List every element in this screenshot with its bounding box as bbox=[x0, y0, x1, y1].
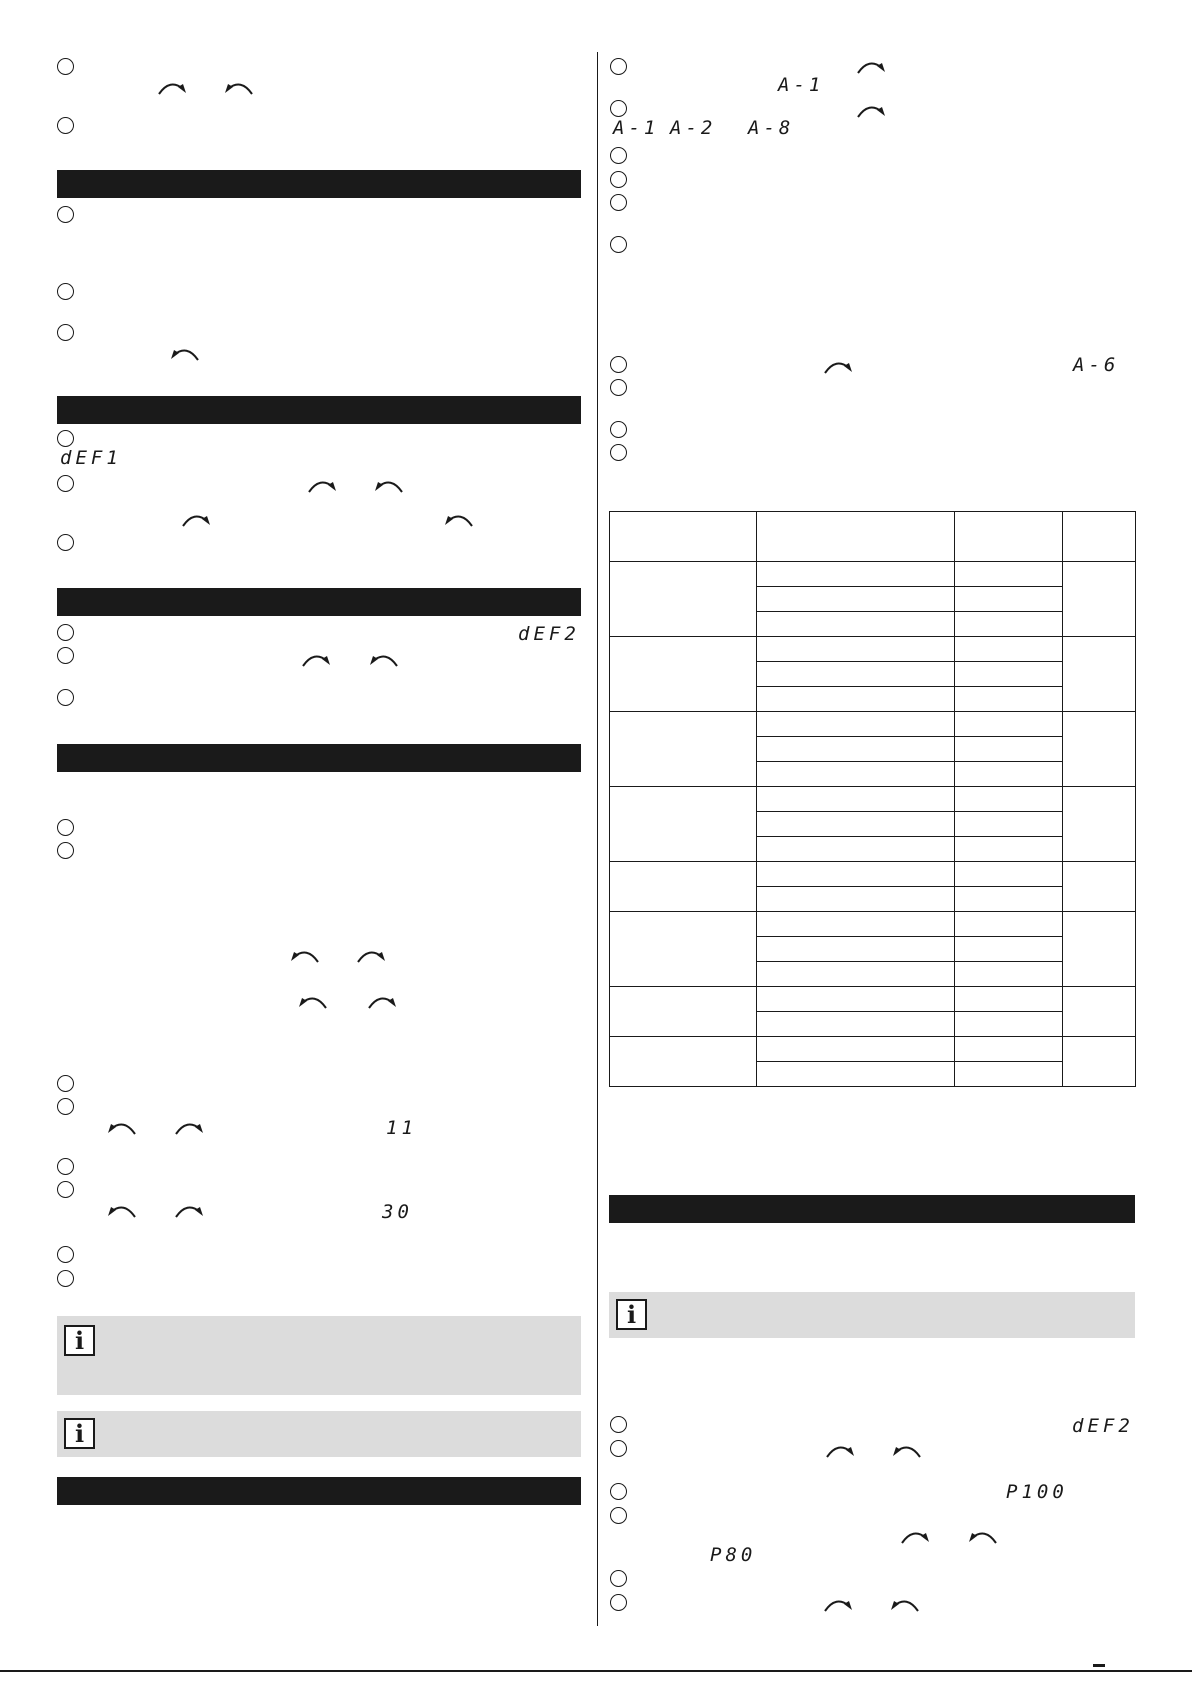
table-group-cell bbox=[610, 912, 757, 987]
table-group-cell bbox=[610, 562, 757, 637]
table-row bbox=[610, 787, 1136, 812]
rotate-right-icon bbox=[899, 1526, 931, 1546]
display-readout-a1: A-1 bbox=[613, 117, 660, 139]
step-marker bbox=[610, 1416, 627, 1433]
table-cell bbox=[955, 887, 1063, 912]
table-header-cell bbox=[610, 512, 757, 562]
display-readout-11: 11 bbox=[386, 1117, 417, 1139]
data-table bbox=[609, 511, 1136, 1087]
table-cell bbox=[955, 987, 1063, 1012]
rotate-left-icon bbox=[289, 945, 321, 965]
step-marker bbox=[610, 1507, 627, 1524]
step-marker bbox=[57, 1181, 74, 1198]
table-cell bbox=[757, 787, 955, 812]
section-header-bar bbox=[57, 170, 581, 198]
table-cell bbox=[955, 1062, 1063, 1087]
page-marker bbox=[1093, 1664, 1105, 1667]
table-cell bbox=[955, 712, 1063, 737]
step-marker bbox=[57, 1158, 74, 1175]
rotate-right-icon bbox=[855, 100, 887, 120]
table-cell bbox=[757, 987, 955, 1012]
table-cell bbox=[757, 562, 955, 587]
table-cell bbox=[955, 937, 1063, 962]
table-header-row bbox=[610, 512, 1136, 562]
table-cell bbox=[955, 612, 1063, 637]
rotate-right-icon bbox=[173, 1200, 205, 1220]
step-marker bbox=[57, 819, 74, 836]
step-marker bbox=[610, 1570, 627, 1587]
step-marker bbox=[610, 421, 627, 438]
rotate-left-icon bbox=[967, 1526, 999, 1546]
table-cell bbox=[757, 887, 955, 912]
table-cell bbox=[757, 912, 955, 937]
section-header-bar bbox=[57, 744, 581, 772]
info-note-box bbox=[609, 1292, 1135, 1338]
table-row bbox=[610, 862, 1136, 887]
step-marker bbox=[57, 647, 74, 664]
table-group-cell bbox=[1063, 1037, 1136, 1087]
step-marker bbox=[610, 1594, 627, 1611]
table-group-cell bbox=[610, 987, 757, 1037]
rotate-left-icon bbox=[443, 509, 475, 529]
section-header-bar bbox=[57, 1477, 581, 1505]
step-marker bbox=[57, 689, 74, 706]
info-note-box bbox=[57, 1316, 581, 1395]
step-marker bbox=[610, 1483, 627, 1500]
table-cell bbox=[757, 937, 955, 962]
table-cell bbox=[757, 712, 955, 737]
step-marker bbox=[57, 1075, 74, 1092]
rotate-left-icon bbox=[368, 649, 400, 669]
table-cell bbox=[955, 787, 1063, 812]
table-row bbox=[610, 712, 1136, 737]
display-readout-def2: dEF2 bbox=[1072, 1415, 1134, 1437]
table-cell bbox=[757, 612, 955, 637]
section-header-bar bbox=[57, 588, 581, 616]
section-header-bar bbox=[609, 1195, 1135, 1223]
rotate-right-icon bbox=[824, 1440, 856, 1460]
table-row bbox=[610, 562, 1136, 587]
table-cell bbox=[757, 587, 955, 612]
step-marker bbox=[610, 171, 627, 188]
table-cell bbox=[757, 637, 955, 662]
step-marker bbox=[57, 206, 74, 223]
step-marker bbox=[57, 430, 74, 447]
step-marker bbox=[610, 100, 627, 117]
table-cell bbox=[955, 1037, 1063, 1062]
rotate-right-icon bbox=[366, 991, 398, 1011]
display-readout-p80: P80 bbox=[710, 1544, 757, 1566]
table-group-cell bbox=[1063, 712, 1136, 787]
table-cell bbox=[757, 862, 955, 887]
table-group-cell bbox=[610, 637, 757, 712]
rotate-right-icon bbox=[306, 475, 338, 495]
table-cell bbox=[757, 1012, 955, 1037]
rotate-right-icon bbox=[180, 509, 212, 529]
step-marker bbox=[57, 1098, 74, 1115]
table-cell bbox=[955, 762, 1063, 787]
table-cell bbox=[757, 837, 955, 862]
table-group-cell bbox=[610, 787, 757, 862]
step-marker bbox=[610, 236, 627, 253]
display-readout-a2: A-2 bbox=[670, 117, 717, 139]
rotate-right-icon bbox=[355, 945, 387, 965]
rotate-left-icon bbox=[223, 77, 255, 97]
table-cell bbox=[955, 587, 1063, 612]
table-group-cell bbox=[610, 712, 757, 787]
step-marker bbox=[57, 534, 74, 551]
table-group-cell bbox=[1063, 637, 1136, 712]
step-marker bbox=[610, 444, 627, 461]
rotate-left-icon bbox=[169, 343, 201, 363]
rotate-left-icon bbox=[297, 991, 329, 1011]
table-group-cell bbox=[610, 862, 757, 912]
display-readout-a6: A-6 bbox=[1073, 354, 1120, 376]
table-row bbox=[610, 912, 1136, 937]
step-marker bbox=[610, 147, 627, 164]
table-cell bbox=[757, 812, 955, 837]
table-cell bbox=[955, 862, 1063, 887]
table-header-cell bbox=[757, 512, 955, 562]
rotate-right-icon bbox=[822, 356, 854, 376]
table-group-cell bbox=[1063, 912, 1136, 987]
step-marker bbox=[610, 379, 627, 396]
step-marker bbox=[57, 324, 74, 341]
step-marker bbox=[57, 58, 74, 75]
table-cell bbox=[757, 762, 955, 787]
step-marker bbox=[57, 842, 74, 859]
table-cell bbox=[757, 662, 955, 687]
info-icon: i bbox=[64, 1325, 95, 1356]
table-cell bbox=[955, 812, 1063, 837]
rotate-left-icon bbox=[106, 1117, 138, 1137]
step-marker bbox=[57, 1246, 74, 1263]
section-header-bar bbox=[57, 396, 581, 424]
table-cell bbox=[955, 837, 1063, 862]
rotate-right-icon bbox=[156, 77, 188, 97]
table-group-cell bbox=[1063, 862, 1136, 912]
table-group-cell bbox=[610, 1037, 757, 1087]
table-header-cell bbox=[955, 512, 1063, 562]
rotate-right-icon bbox=[855, 56, 887, 76]
table-cell bbox=[757, 1037, 955, 1062]
table-cell bbox=[955, 562, 1063, 587]
step-marker bbox=[610, 58, 627, 75]
display-readout-a1: A-1 bbox=[778, 74, 825, 96]
column-divider bbox=[597, 52, 598, 1626]
rotate-right-icon bbox=[300, 649, 332, 669]
table-group-cell bbox=[1063, 562, 1136, 637]
display-readout-p100: P100 bbox=[1006, 1481, 1068, 1503]
footer-rule bbox=[0, 1670, 1192, 1672]
info-icon: i bbox=[64, 1418, 95, 1449]
rotate-left-icon bbox=[373, 475, 405, 495]
display-readout-a8: A-8 bbox=[748, 117, 795, 139]
table-cell bbox=[955, 637, 1063, 662]
rotate-right-icon bbox=[173, 1117, 205, 1137]
rotate-left-icon bbox=[106, 1200, 138, 1220]
table-cell bbox=[955, 1012, 1063, 1037]
table-header-cell bbox=[1063, 512, 1136, 562]
step-marker bbox=[610, 194, 627, 211]
table-row bbox=[610, 987, 1136, 1012]
table-cell bbox=[757, 687, 955, 712]
display-readout-def2: dEF2 bbox=[518, 623, 580, 645]
info-note-box bbox=[57, 1411, 581, 1457]
rotate-left-icon bbox=[889, 1594, 921, 1614]
table-cell bbox=[955, 687, 1063, 712]
table-group-cell bbox=[1063, 787, 1136, 862]
rotate-left-icon bbox=[891, 1440, 923, 1460]
table-cell bbox=[955, 962, 1063, 987]
display-readout-30: 30 bbox=[382, 1201, 413, 1223]
rotate-right-icon bbox=[822, 1594, 854, 1614]
step-marker bbox=[57, 283, 74, 300]
table-cell bbox=[757, 962, 955, 987]
table-cell bbox=[757, 1062, 955, 1087]
table-cell bbox=[955, 912, 1063, 937]
step-marker bbox=[57, 624, 74, 641]
step-marker bbox=[57, 117, 74, 134]
step-marker bbox=[610, 356, 627, 373]
step-marker bbox=[57, 475, 74, 492]
table-group-cell bbox=[1063, 987, 1136, 1037]
table-row bbox=[610, 637, 1136, 662]
info-icon: i bbox=[616, 1299, 647, 1330]
table-cell bbox=[955, 737, 1063, 762]
table-cell bbox=[955, 662, 1063, 687]
display-readout-def1: dEF1 bbox=[60, 447, 122, 469]
table-cell bbox=[757, 737, 955, 762]
step-marker bbox=[610, 1440, 627, 1457]
table-row bbox=[610, 1037, 1136, 1062]
step-marker bbox=[57, 1270, 74, 1287]
